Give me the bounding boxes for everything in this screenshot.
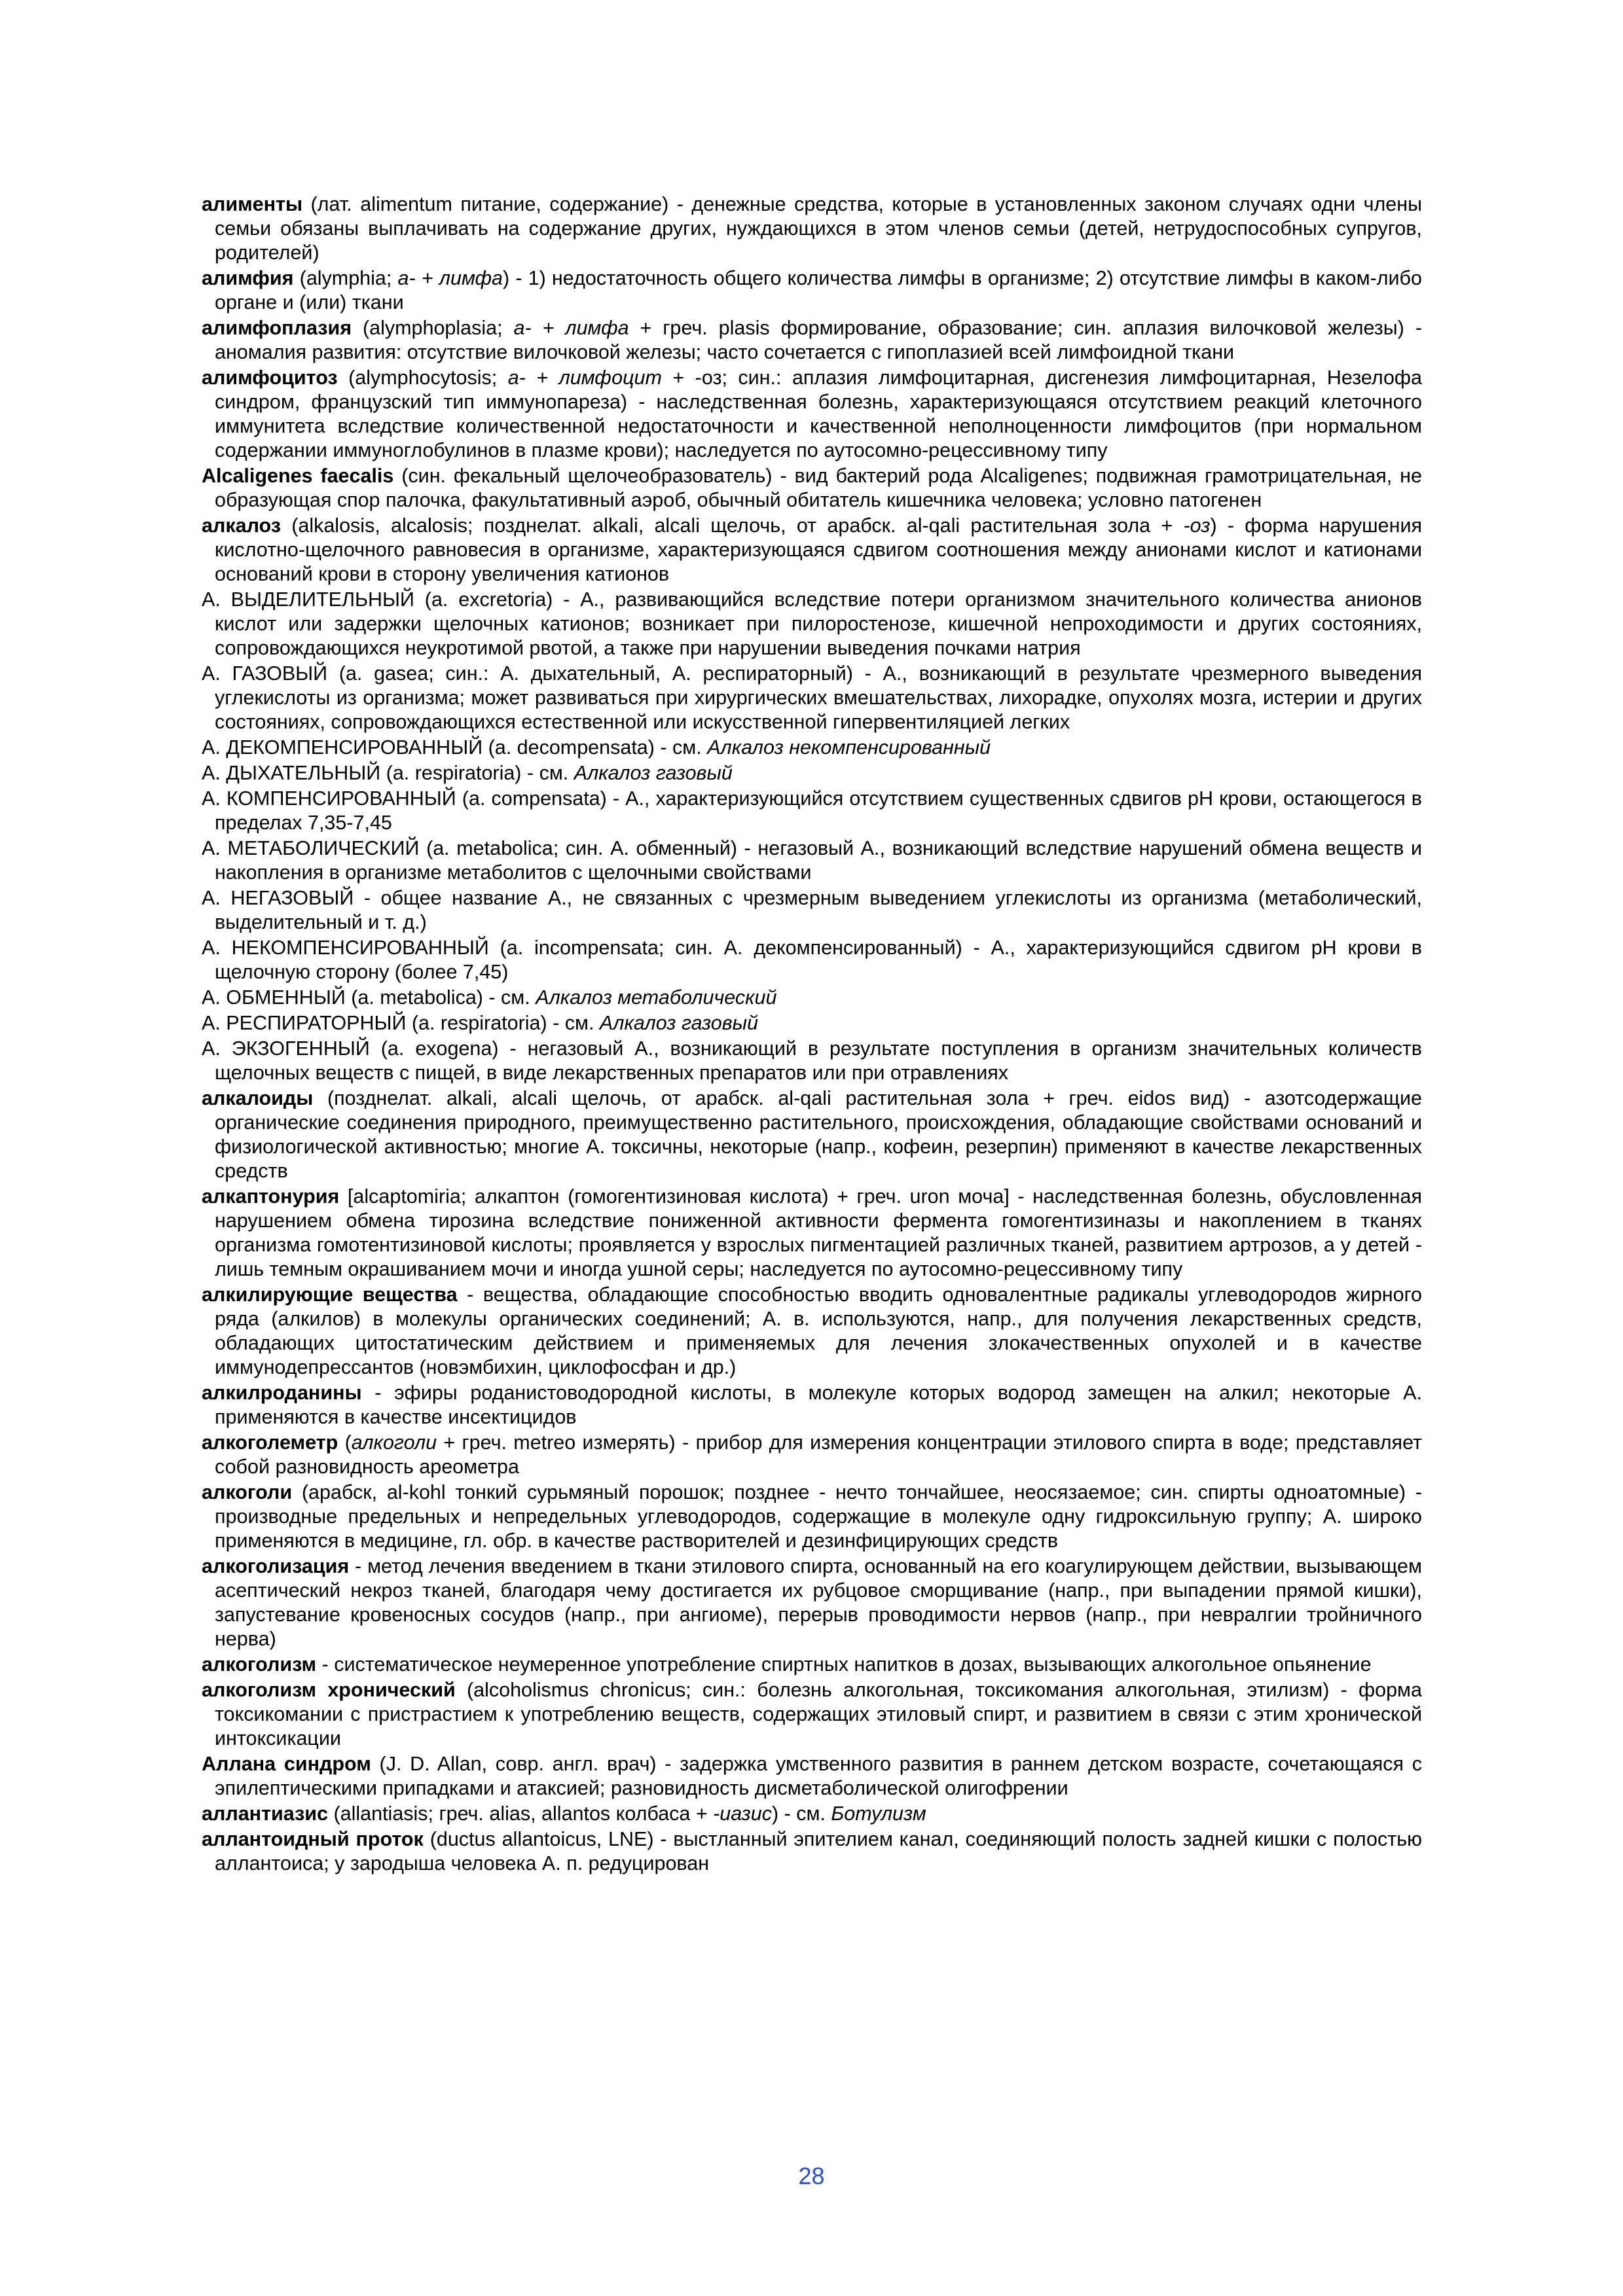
entry-headword: алимфоцитоз [202, 367, 338, 389]
entry-text: А. НЕКОМПЕНСИРОВАННЫЙ (a. incompensata; син. А. декомпенсированный) - А., характеризующийся сдвигом рН крови в щелочную сторону (более 7,45) [202, 937, 1422, 983]
dictionary-entry [202, 1185, 1422, 1282]
entry-text: - метод лечения введением в ткани этилового спирта, основанный на его коагулирующем действии, вызывающем асептический некроз тканей, благодаря чему достигается их рубцовое сморщивание (напр., при выпадении прямой кишки), запустевание кровеносных сосудов (напр., при ангиоме), перерыв проводимости нервов (напр., при невралгии тройничного нерва) [215, 1555, 1422, 1650]
entry-text: А. ГАЗОВЫЙ (a. gasea; син.: А. дыхательный, А. респираторный) - А., возникающий в результате чрезмерного выведения углекислоты из организма; может развиваться при хирургических вмешательствах, лихорадке, опухолях мозга, истерии и других состояниях, сопровождающихся естественной или искусственной гипервентиляцией легких [202, 662, 1422, 733]
entry-text: А. ВЫДЕЛИТЕЛЬНЫЙ (a. excretoria) - А., развивающийся вследствие потери организмом значительного количества анионов кислот или задержки щелочных катионов; возникает при пилоростенозе, кишечной непроходимости и других состояниях, сопровождающихся неукротимой рвотой, а также при нарушении выведения почками натрия [202, 588, 1422, 659]
entry-text: (alymphia; [293, 267, 398, 289]
entry-headword: алкилирующие вещества [202, 1283, 458, 1306]
dictionary-entry [202, 787, 1422, 835]
entry-text: (арабск, al-kohl тонкий сурьмяный порошок; позднее - нечто тончайшее, неосязаемое; син. спирты одноатомные) - производные предельных и непредельных углеводородов, содержащие в молекуле одну гидроксильную группу; А. широко применяются в медицине, гл. обр. в качестве растворителей и дезинфицирующих средств [215, 1481, 1422, 1552]
entry-text: - вещества, обладающие способностью вводить одновалентные радикалы углеводородов жирного ряда (алкилов) в молекулы органических соединений; А. в. используются, напр., для получения лекарственных средств, обладающих цитостатическим действием и применяемых для лечения злокачественных опухолей и в качестве иммунодепрессантов (новэмбихин, циклофосфан и др.) [215, 1283, 1422, 1378]
dictionary-entry [202, 1037, 1422, 1085]
entry-italic-reference: алкоголи [351, 1431, 437, 1454]
entry-text: А. ЭКЗОГЕННЫЙ (a. exogena) - негазовый А., возникающий в результате поступления в организм значительных количеств щелочных веществ с пищей, в виде лекарственных препаратов или при отравлениях [202, 1037, 1422, 1084]
entry-headword: алименты [202, 193, 303, 215]
entry-text: + греч. plasis формирование, образование; син. аплазия вилочковой железы) - аномалия развития: отсутствие вилочковой железы; часто сочетается с гипоплазией всей лимфоидной ткани [215, 317, 1422, 363]
entry-text: А. КОМПЕНСИРОВАННЫЙ (a. compensata) - А., характеризующийся отсутствием существенных сдвигов рН крови, остающегося в пределах 7,35-7,45 [202, 787, 1422, 834]
dictionary-entry [202, 588, 1422, 660]
entry-headword: алкоголизм [202, 1653, 317, 1676]
entry-italic-reference: а- + лимфа [513, 317, 629, 339]
entry-headword: алкалоиды [202, 1087, 314, 1109]
dictionary-entry [202, 1678, 1422, 1751]
entry-text: + -оз; син.: аплазия лимфоцитарная, дисгенезия лимфоцитарная, Незелофа синдром, французский тип иммунопареза) - наследственная болезнь, характеризующаяся отсутствием реакций клеточного иммунитета вследствие количественной недостаточности и качественной неполноценности лимфоцитов (при нормальном содержании иммуноглобулинов в плазме крови); наследуется по аутосомно-рецессивному типу [215, 367, 1422, 461]
entry-text: (J. D. Allan, совр. англ. врач) - задержка умственного развития в раннем детском возрасте, сочетающаяся с эпилептическими припадками и атаксией; разновидность дисметаболической олигофрении [215, 1753, 1423, 1799]
dictionary-entries [202, 192, 1422, 1877]
dictionary-entry [202, 1480, 1422, 1553]
dictionary-entry [202, 736, 1422, 760]
dictionary-entry [202, 1431, 1422, 1479]
dictionary-entry [202, 886, 1422, 935]
entry-text: А. ДЕКОМПЕНСИРОВАННЫЙ (a. decompensata) - см. [202, 736, 708, 759]
page-number: 28 [798, 2162, 825, 2189]
entry-headword: алкалоз [202, 514, 281, 537]
dictionary-entry [202, 662, 1422, 734]
entry-text: А. РЕСПИРАТОРНЫЙ (a. respiratoria) - см. [202, 1012, 600, 1034]
dictionary-entry [202, 986, 1422, 1010]
dictionary-entry [202, 514, 1422, 586]
dictionary-entry [202, 366, 1422, 463]
entry-italic-reference: Ботулизм [831, 1803, 926, 1825]
dictionary-entry [202, 1283, 1422, 1380]
entry-headword: алимфоплазия [202, 317, 352, 339]
entry-text: А. МЕТАБОЛИЧЕСКИЙ (a. metabolica; син. А. обменный) - негазовый А., возникающий вследствие нарушений обмена веществ и накопления в организме метаболитов с щелочными свойствами [202, 837, 1422, 884]
entry-text: - эфиры роданистоводородной кислоты, в молекуле которых водород замещен на алкил; некоторые А. применяются в качестве инсектицидов [215, 1382, 1422, 1428]
entry-text: [alcaptomiria; алкаптон (гомогентизиновая кислота) + греч. uron моча] - наследственная болезнь, обусловленная нарушением обмена тирозина вследствие пониженной активности фермента гомогентизиназы и накоплением в тканях организма гомотентизиновой кислоты; проявляется у взрослых пигментацией различных тканей, развитием артрозов, а у детей - лишь темным окрашиванием мочи и иногда ушной серы; наследуется по аутосомно-рецессивному типу [215, 1185, 1422, 1280]
entry-text: А. ОБМЕННЫЙ (a. metabolica) - см. [202, 986, 536, 1009]
entry-headword: аллантиазис [202, 1803, 328, 1825]
entry-text: А. НЕГАЗОВЫЙ - общее название А., не связанных с чрезмерным выведением углекислоты из организма (метаболический, выделительный и т. д.) [202, 887, 1422, 933]
dictionary-entry [202, 761, 1422, 785]
dictionary-entry [202, 1381, 1422, 1429]
entry-headword: Аллана синдром [202, 1753, 371, 1775]
dictionary-entry [202, 1752, 1422, 1801]
entry-headword: алкоголизация [202, 1555, 350, 1577]
entry-headword: аллантоидный проток [202, 1828, 424, 1850]
entry-text: (син. фекальный щелочеобразователь) - вид бактерий рода Alcaligenes; подвижная грамотрицательная, не образующая спор палочка, факультативный аэроб, обычный обитатель кишечника человека; условно патогенен [215, 465, 1422, 511]
entry-italic-reference: -оз [1183, 514, 1211, 537]
dictionary-entry [202, 1653, 1422, 1677]
dictionary-entry [202, 1011, 1422, 1035]
entry-headword: алкоголи [202, 1481, 293, 1503]
entry-text: + греч. metreo измерять) - прибор для измерения концентрации этилового спирта в воде; представляет собой разновидность ареометра [215, 1431, 1422, 1478]
entry-headword: алкоголизм хронический [202, 1679, 456, 1701]
entry-text: ) - 1) недостаточность общего количества лимфы в организме; 2) отсутствие лимфы в каком-либо органе и (или) ткани [215, 267, 1422, 314]
dictionary-entry [202, 936, 1422, 984]
dictionary-entry [202, 1827, 1422, 1876]
entry-italic-reference: а- + лимфоцит [507, 367, 662, 389]
entry-text: ) - см. [771, 1803, 831, 1825]
entry-text: (allantiasis; греч. alias, allantos колбаса + [328, 1803, 714, 1825]
entry-text: (лат. alimentum питание, содержание) - денежные средства, которые в установленных законом случаях одни члены семьи обязаны выплачивать на содержание других, нуждающихся в этом членов семьи (детей, нетрудоспособных супругов, родителей) [215, 193, 1422, 264]
entry-text: (alymphocytosis; [337, 367, 508, 389]
entry-italic-reference: Алкалоз некомпенсированный [707, 736, 991, 759]
entry-italic-reference: а- + лимфа [397, 267, 503, 289]
entry-text: А. ДЫХАТЕЛЬНЫЙ (a. respiratoria) - см. [202, 762, 574, 784]
entry-text: (ductus allantoicus, LNE) - выстланный эпителием канал, соединяющий полость задней кишки с полостью аллантоиса; у зародыша человека А. п. редуцирован [215, 1828, 1423, 1874]
entry-italic-reference: Алкалоз метаболический [536, 986, 777, 1009]
entry-headword: алкоголеметр [202, 1431, 338, 1454]
entry-text: (позднелат. alkali, alcali щелочь, от арабск. al-qali растительная зола + греч. eidos вид) - азотсодержащие органические соединения природного, преимущественно растительного, происхождения, обладающие свойствами оснований и физиологической активностью; многие А. токсичны, некоторые (напр., кофеин, резерпин) применяют в качестве лекарственных средств [215, 1087, 1422, 1182]
dictionary-entry [202, 464, 1422, 512]
dictionary-entry [202, 192, 1422, 265]
entry-italic-reference: Алкалоз газовый [599, 1012, 759, 1034]
entry-headword: алкилроданины [202, 1382, 362, 1404]
entry-text: (alkalosis, alcalosis; позднелат. alkali, alcali щелочь, от арабск. al-qali растительная зола + [280, 514, 1184, 537]
entry-italic-reference: -иазис [713, 1803, 772, 1825]
entry-text: (alcoholismus chronicus; син.: болезнь алкогольная, токсикомания алкогольная, этилизм) - форма токсикомании с пристрастием к употреблению веществ, содержащих этиловый спирт, и развитием в связи с этим хронической интоксикации [215, 1679, 1422, 1749]
entry-italic-reference: Алкалоз газовый [574, 762, 733, 784]
dictionary-entry [202, 1554, 1422, 1651]
entry-headword: алкаптонурия [202, 1185, 340, 1208]
dictionary-entry [202, 1802, 1422, 1826]
dictionary-entry [202, 1086, 1422, 1183]
entry-headword: алимфия [202, 267, 294, 289]
entry-text: - систематическое неумеренное употребление спиртных напитков в дозах, вызывающих алкогольное опьянение [316, 1653, 1372, 1676]
dictionary-entry [202, 836, 1422, 885]
entry-text: ) - форма нарушения кислотно-щелочного равновесия в организме, характеризующаяся сдвигом соотношения между анионами кислот и катионами оснований крови в сторону увеличения катионов [215, 514, 1422, 585]
dictionary-entry [202, 316, 1422, 365]
entry-headword: Alcaligenes faecalis [202, 465, 394, 487]
dictionary-entry [202, 266, 1422, 315]
entry-text: ( [338, 1431, 352, 1454]
entry-text: (alymphoplasia; [352, 317, 514, 339]
